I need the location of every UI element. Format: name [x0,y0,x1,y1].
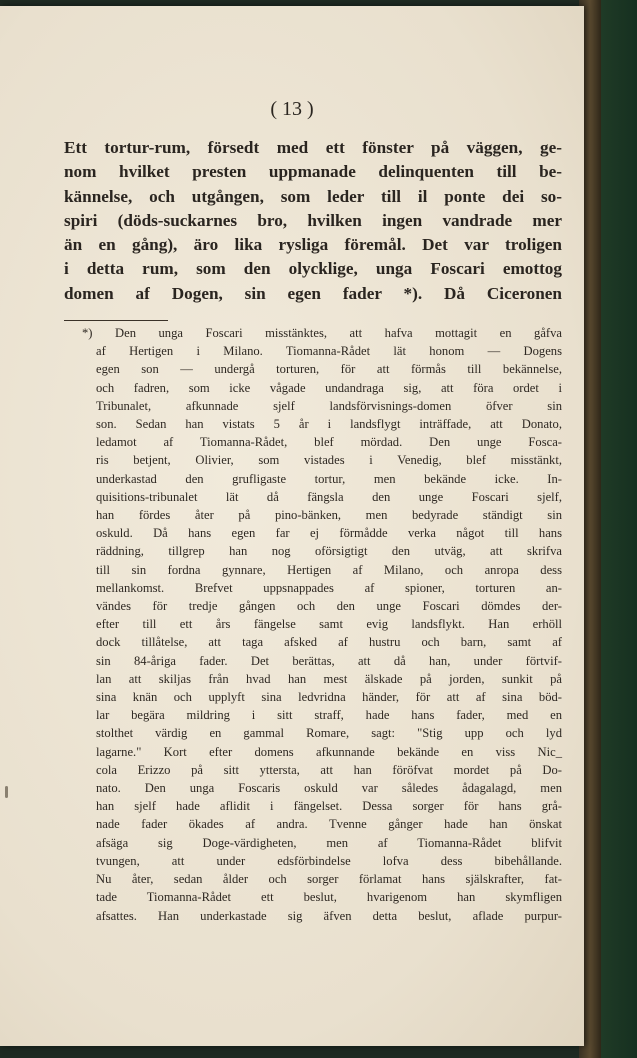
body-line: Ett tortur-rum, försedt med ett fönster på väggen, ge- [64,138,562,157]
footnote-line: tade Tiomanna-Rådet ett beslut, hvarigenom han skymfligen [96,890,562,905]
footnote-line: han fördes åter på pino-bänken, men bedyrade ständigt sin [96,508,562,523]
footnote-line: nato. Den unga Foscaris oskuld var således ådagalagd, men [96,781,562,796]
body-line: spiri (döds-suckarnes bro, hvilken ingen vandrade mer [64,210,562,230]
footnote-line: *) Den unga Foscari misstänktes, att hafva mottagit en gåfva [82,326,562,340]
body-line: i detta rum, som den olycklige, unga Foscari emottog [64,259,562,279]
footnote-line: stolthet värdig en gammal Romare, sagt: "Stig upp och lyd [96,726,562,741]
footnote-line: oskuld. Då hans egen far ej förmådde verka något till hans [96,526,562,541]
footnote-line: quisitions-tribunalet lät då fängsla den unge Foscari sjelf, [96,489,562,504]
footnote-line: lar begära mildring i sitt straff, hade hans fader, med en [96,708,562,723]
page-number: ( 13 ) [270,98,314,120]
footnote-line: efter till ett års fängelse samt evig landsflykt. Han erhöll [96,617,562,632]
footnote-line: ris betjent, Olivier, som vistades i Venedig, blef misstänkt, [96,453,562,468]
body-line: än en gång), äro lika rysliga föremål. Det var troligen [64,235,562,255]
footnote-line: till sin fordna gynnare, Hertigen af Milano, och anropa dess [96,562,562,577]
footnote-line: nade fader ökades af andra. Tvenne gånger hade han önskat [96,817,562,832]
footnote-line: son. Sedan han vistats 5 år i landsflygt inträffade, att Donato, [96,417,562,432]
footnote-line: Tribunalet, afkunnade sjelf landsförvisnings-domen öfver sin [96,398,562,413]
footnote-rule [64,320,168,321]
footnote-line: och fadren, som icke vågade undandraga sig, att föra ordet i [96,380,562,395]
footnote-line: sina knän och upplyft sina ledvridna händer, för att af sina böd- [96,690,562,705]
footnote [82,324,562,925]
footnote-line: underkastad den grufligaste tortur, men bekände icke. In- [96,471,562,486]
footnote-line: dock tillåtelse, att taga afsked af hustru och barn, samt af [96,635,562,650]
footnote-line: af Hertigen i Milano. Tiomanna-Rådet lät honom — Dogens [96,344,562,359]
footnote-line: tvungen, att under edsförbindelse lofva dess bibehållande. [96,853,562,868]
footnote-line: vändes för tredje gången och den unge Foscari dömdes der- [96,599,562,614]
footnote-line: ledamot af Tiomanna-Rådet, blef mördad. Den unge Fosca- [96,435,562,450]
footnote-line: lan att skiljas från hvad han mest älskade på jorden, sunkit på [96,671,562,686]
footnote-line: räddning, tillgrep han nog oförsigtigt den utväg, att skrifva [96,544,562,559]
body-line: nom hvilket presten uppmanade delinquenten till be- [64,162,562,182]
body-line: domen af Dogen, sin egen fader *). Då Ciceronen [64,283,562,303]
footnote-line: lagarne." Kort efter domens afkunnande bekände en viss Nic_ [96,744,562,759]
footnote-line: cola Erizzo på sitt yttersta, att han föröfvat mordet på Do- [96,762,562,777]
footnote-line: afsattes. Han underkastade sig äfven detta beslut, aflade purpur- [96,908,562,923]
footnote-line: mellankomst. Brefvet uppsnappades af spioner, torturen an- [96,580,562,595]
footnote-line: egen son — undergå torturen, för att förmås till bekännelse, [96,362,562,377]
body-text [64,136,562,306]
footnote-line: Nu åter, sedan ålder och sorger förlamat hans själskrafter, fat- [96,872,562,887]
book-page [0,6,584,1046]
footnote-line: sin 84-åriga fader. Det berättas, att då han, under förtvif- [96,653,562,668]
margin-mark [5,786,8,798]
body-line: kännelse, och utgången, som leder till il ponte dei so- [64,186,562,206]
footnote-line: han sjelf hade aflidit i fängelset. Dessa sorger för hans grå- [96,799,562,814]
footnote-line: afsäga sig Doge-värdigheten, men af Tiomanna-Rådet blifvit [96,835,562,850]
